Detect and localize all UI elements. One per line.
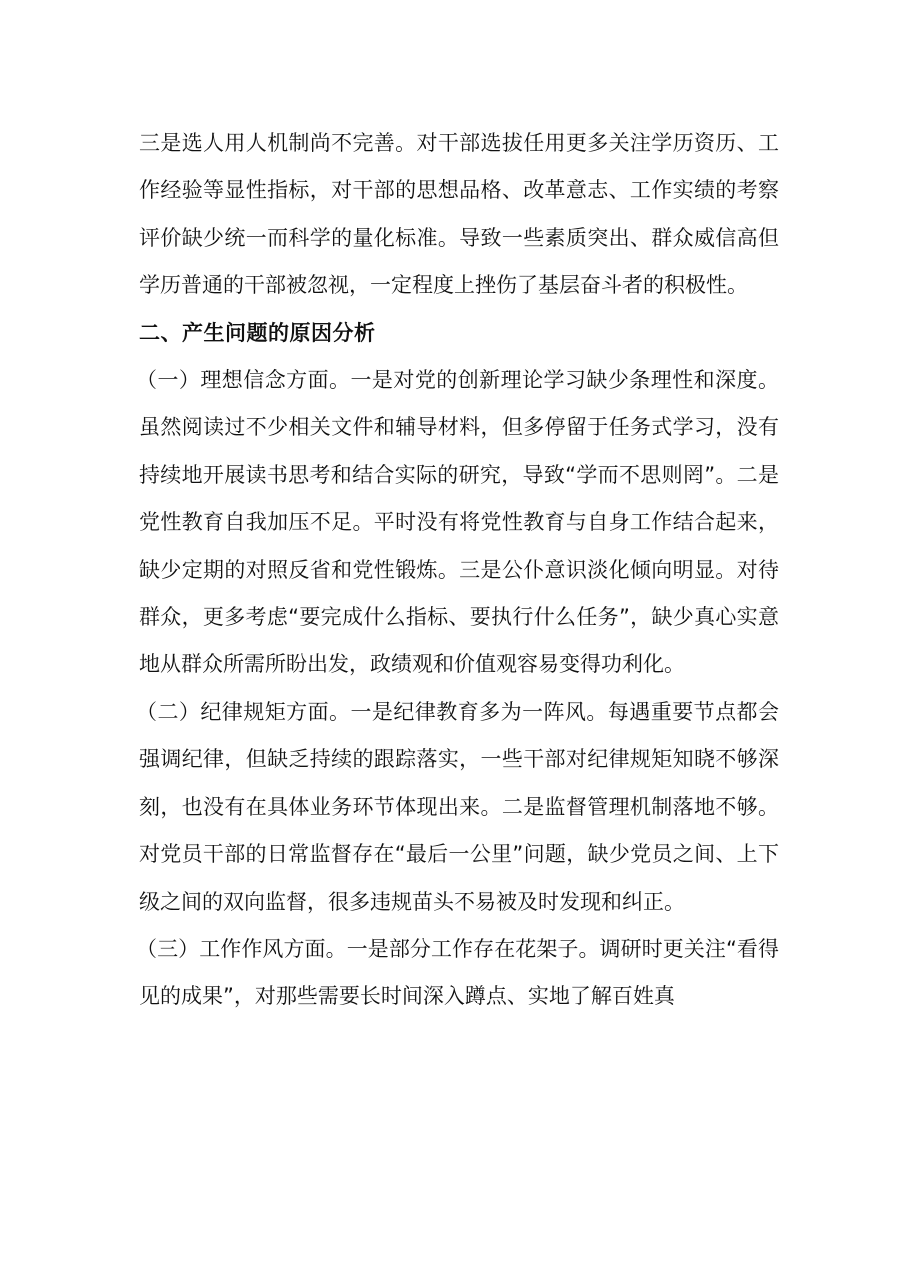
section-heading-cause-analysis: 二、产生问题的原因分析	[139, 320, 376, 345]
paragraph-selection-mechanism: 三是选人用人机制尚不完善。对干部选拔任用更多关注学历资历、工作经验等显性指标，对干部的思想品格、改革意志、工作实绩的考察评价缺少统一而科学的量化标准。导致一些素质突出、群众威信高但学历普通的干部被忽视，一定程度上挫伤了基层奋斗者的积极性。	[139, 131, 779, 298]
paragraph-ideals-beliefs: （一）理想信念方面。一是对党的创新理论学习缺少条理性和深度。虽然阅读过不少相关文件和辅导材料，但多停留于任务式学习，没有持续地开展读书思考和结合实际的研究，导致“学而不思则罔”。二是党性教育自我加压不足。平时没有将党性教育与自身工作结合起来，缺少定期的对照反省和党性锻炼。三是公仆意识淡化倾向明显。对待群众，更多考虑“要完成什么指标、要执行什么任务”，缺少真心实意地从群众所需所盼出发，政绩观和价值观容易变得功利化。	[136, 368, 779, 677]
document-body	[136, 120, 779, 1021]
paragraph-work-style: （三）工作作风方面。一是部分工作存在花架子。调研时更关注“看得见的成果”，对那些需要长时间深入蹲点、实地了解百姓真	[136, 936, 779, 1009]
paragraph-discipline-rules: （二）纪律规矩方面。一是纪律教育多为一阵风。每遇重要节点都会强调纪律，但缺乏持续的跟踪落实，一些干部对纪律规矩知晓不够深刻，也没有在具体业务环节体现出来。二是监督管理机制落地不够。对党员干部的日常监督存在“最后一公里”问题，缺少党员之间、上下级之间的双向监督，很多违规苗头不易被及时发现和纠正。	[136, 699, 779, 914]
